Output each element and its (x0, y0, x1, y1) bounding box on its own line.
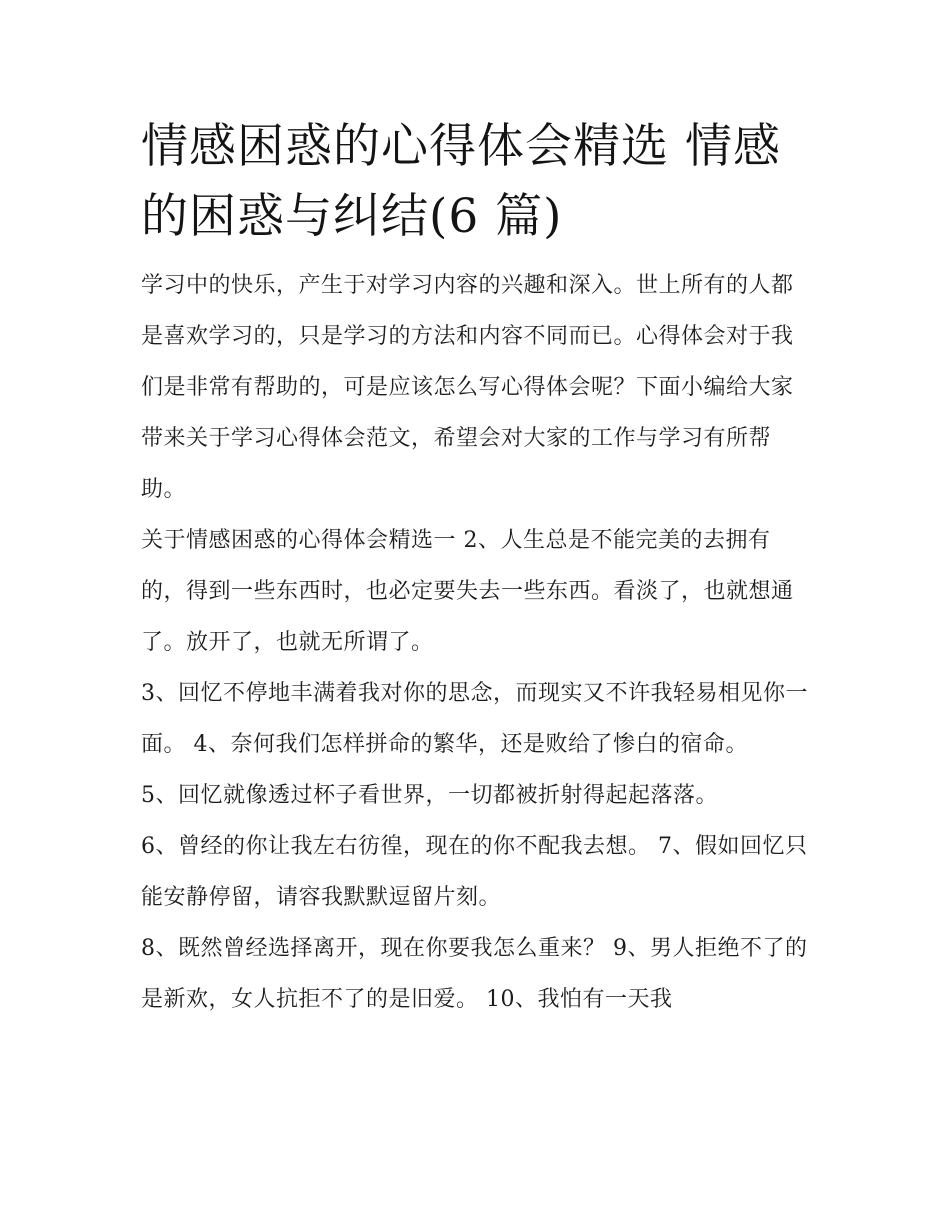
document-title: 情感困惑的心得体会精选 情感的困惑与纠结(6 篇) (141, 119, 781, 244)
paragraph-item-6-7: 6、曾经的你让我左右彷徨，现在的你不配我去想。 7、假如回忆只能安静停留，请容我默默逗留片刻。 (141, 834, 808, 910)
paragraph-item-8-10: 8、既然曾经选择离开，现在你要我怎么重来？ 9、男人拒绝不了的是新欢，女人抗拒不了的是旧爱。 10、我怕有一天我 (141, 936, 808, 1012)
paragraph-item-3-4: 3、回忆不停地丰满着我对你的思念，而现实又不许我轻易相见你一面。 4、奈何我们怎样拼命的繁华，还是败给了惨白的宿命。 (141, 681, 808, 757)
paragraph-item-5: 5、回忆就像透过杯子看世界，一切都被折射得起起落落。 (141, 783, 718, 808)
paragraph-intro: 学习中的快乐，产生于对学习内容的兴趣和深入。世上所有的人都是喜欢学习的，只是学习的方法和内容不同而已。心得体会对于我们是非常有帮助的，可是应该怎么写心得体会呢？下面小编给大家带来关于学习心得体会范文，希望会对大家的工作与学习有所帮助。 (141, 273, 794, 502)
document-body (141, 112, 813, 1025)
paragraph-item-2: 关于情感困惑的心得体会精选一 2、人生总是不能完美的去拥有的，得到一些东西时，也必定要失去一些东西。看淡了，也就想通了。放开了，也就无所谓了。 (141, 528, 794, 655)
